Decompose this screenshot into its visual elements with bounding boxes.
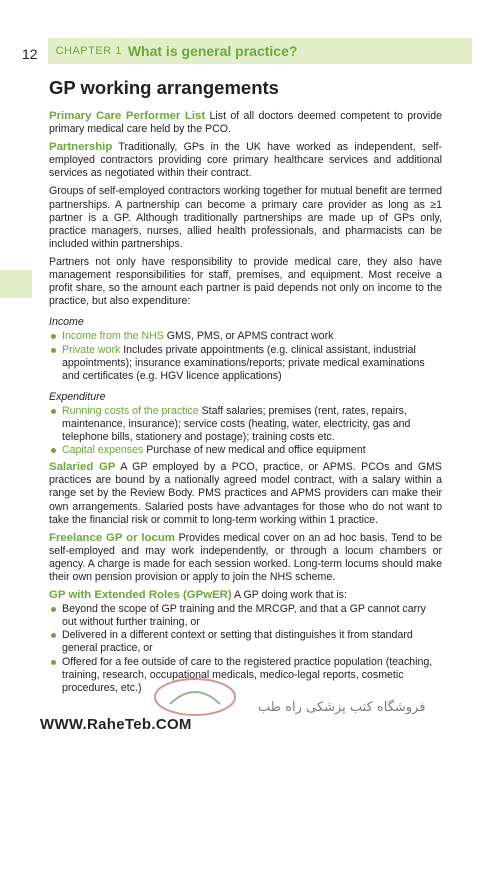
definition-freelance: Provides medical cover on an ad hoc basis. Tend to be self-employed and may work independently, or through a locum chambers or agency. A charge is made for each session worked. Long-term locums should make their own pension provision or apply to join the NHS scheme.: [49, 531, 442, 583]
paragraph-gpwer: [49, 589, 442, 602]
term-partnership: Partnership: [49, 141, 113, 154]
list-item: [49, 405, 442, 444]
page-content: [49, 76, 442, 699]
income-heading: Income: [49, 316, 84, 329]
list-item: [49, 344, 442, 383]
paragraph-primary-care: [49, 110, 442, 136]
chapter-title: What is general practice?: [127, 43, 298, 59]
income-item-lead: Private work: [62, 343, 121, 356]
chapter-label: CHAPTER 1: [55, 45, 122, 57]
term-gpwer: GP with Extended Roles (GPwER): [49, 589, 232, 602]
expenditure-item-lead: Running costs of the practice: [62, 404, 199, 417]
expenditure-item-text: Staff salaries; premises (rent, rates, repairs, maintenance, insurance); service costs (heating, water, electricity, gas and telephone bills, stationery and postage); training costs etc.: [62, 404, 411, 444]
expenditure-item-lead: Capital expenses: [62, 444, 144, 457]
list-item: [49, 330, 442, 343]
income-item-lead: Income from the NHS: [62, 330, 164, 343]
gpwer-list: [49, 603, 442, 695]
expenditure-heading: Expenditure: [49, 390, 106, 403]
paragraph-freelance: [49, 532, 442, 584]
expenditure-list: [49, 405, 442, 457]
side-thumb-tab: [0, 270, 32, 298]
term-salaried: Salaried GP: [49, 461, 116, 474]
paragraph-groups: Groups of self-employed contractors working together for mutual benefit are termed partnerships. A partnership can become a primary care provider as long as ≥1 partner is a GP. Although traditionally partnerships are made up of GPs only, practice managers, nurses, allied health professionals, and pharmacists can be included within partnerships.: [49, 185, 442, 250]
income-item-text: GMS, PMS, or APMS contract work: [163, 330, 334, 343]
page-header: [22, 38, 472, 64]
expenditure-item-text: Purchase of new medical and office equipment: [143, 444, 366, 457]
paragraph-partners: Partners not only have responsibility to provide medical care, they also have management responsibilities for staff, premises, and equipment. Most receive a profit share, so the amount each partner is paid depends not only on income to the practice, but also expenditure:: [49, 255, 442, 308]
list-item: Delivered in a different context or setting that distinguishes it from standard general practice, or: [49, 629, 442, 655]
list-item: [49, 444, 442, 457]
watermark-url: WWW.RaheTeb.COM: [40, 716, 192, 733]
income-item-text: Includes private appointments (e.g. clinical assistant, industrial appointments); insurance examinations/reports; private medical examinations and certificates (e.g. HGV licence applications): [62, 343, 425, 382]
term-freelance: Freelance GP or locum: [49, 531, 175, 544]
paragraph-partnership: [49, 141, 442, 180]
watermark-logo-icon: [150, 676, 240, 718]
definition-salaried: A GP employed by a PCO, practice, or APMS. PCOs and GMS practices are bound by a nationally agreed model contract, with a salary within a range set by the Review Body. PMS practices and APMS providers can make their own arrangements. Salaried posts have advantages for those who do not want to take the financial risk or commit to long-term working within 1 practice.: [49, 461, 442, 526]
watermark-arabic: فروشگاه کتب پزشکی راه طب: [258, 700, 426, 715]
chapter-bar: [48, 38, 472, 64]
definition-partnership: Traditionally, GPs in the UK have worked as independent, self-employed contractors providing core primary healthcare services and additional services as negotiated within their contract.: [49, 141, 442, 180]
list-item: Offered for a fee outside of care to the registered practice population (teaching, training, research, occupational medicals, medico-legal reports, cosmetic procedures, etc.): [49, 656, 442, 695]
definition-primary-care: List of all doctors deemed competent to provide primary medical care held by the PCO.: [49, 110, 442, 136]
list-item: Beyond the scope of GP training and the MRCGP, and that a GP cannot carry out without further training, or: [49, 603, 442, 629]
definition-gpwer: A GP doing work that is:: [231, 589, 347, 602]
income-list: [49, 330, 442, 382]
paragraph-salaried: [49, 461, 442, 526]
page-number: 12: [22, 46, 38, 62]
term-primary-care: Primary Care Performer List: [49, 110, 206, 122]
section-title: GP working arrangements: [49, 77, 279, 98]
